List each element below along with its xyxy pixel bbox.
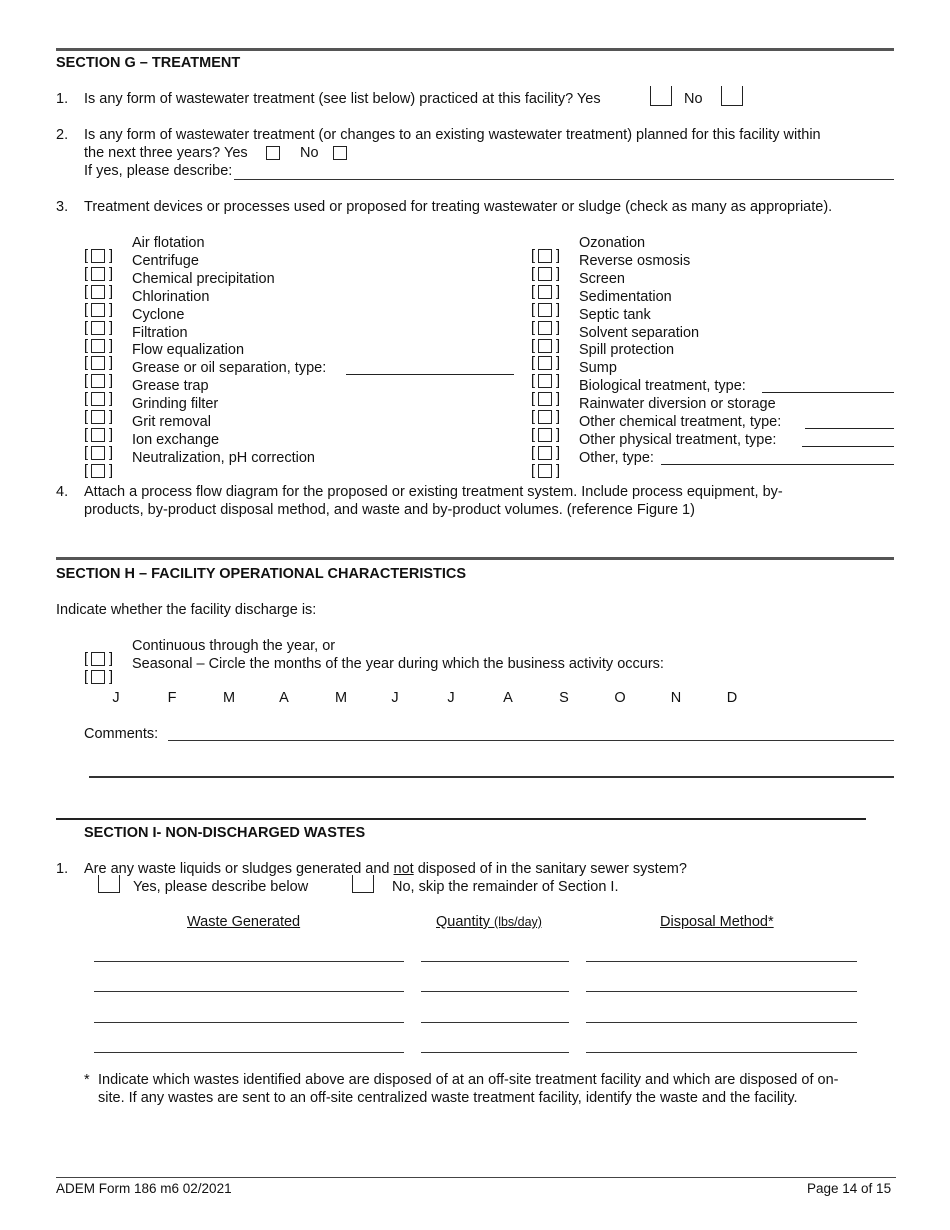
bracket-open: [ xyxy=(531,462,536,479)
treatment-right-type-input[interactable] xyxy=(802,446,894,447)
treatment-left-item[interactable] xyxy=(84,449,315,479)
quantity-input[interactable] xyxy=(421,961,569,962)
bracket-close: ] xyxy=(109,355,114,372)
bracket-close: ] xyxy=(109,409,114,426)
bracket-open: [ xyxy=(84,462,89,479)
treatment-left-label: Neutralization, pH correction xyxy=(132,449,315,466)
bracket-close: ] xyxy=(109,462,114,479)
bracket-open: [ xyxy=(84,319,89,336)
section-h-intro: Indicate whether the facility discharge is: xyxy=(56,602,317,618)
bracket-close: ] xyxy=(556,283,561,300)
treatment-right-label: Sedimentation xyxy=(579,288,672,305)
treatment-right-type-input[interactable] xyxy=(805,428,894,429)
month-option[interactable]: F xyxy=(167,690,177,706)
treatment-left-label: Grease trap xyxy=(132,378,209,395)
i-yes-label: Yes, please describe below xyxy=(133,879,309,895)
bracket-open: [ xyxy=(84,391,89,408)
q2-describe-label: If yes, please describe: xyxy=(84,163,233,179)
bracket-close: ] xyxy=(109,337,114,354)
quantity-input[interactable] xyxy=(421,991,569,992)
section-g-title: SECTION G – TREATMENT xyxy=(56,55,241,71)
bracket-close: ] xyxy=(556,462,561,479)
treatment-left-label: Grit removal xyxy=(132,414,211,430)
bracket-open: [ xyxy=(531,301,536,318)
bracket-open: [ xyxy=(84,651,89,667)
treatment-right-label: Sump xyxy=(579,360,617,377)
q4-line1: Attach a process flow diagram for the proposed or existing treatment system. Include process equipment, by- xyxy=(84,484,783,500)
continuous-option[interactable] xyxy=(84,637,336,667)
month-option[interactable]: N xyxy=(670,690,682,706)
bracket-close: ] xyxy=(556,355,561,372)
bracket-close: ] xyxy=(556,337,561,354)
treatment-left-label: Flow equalization xyxy=(132,342,245,359)
disposal-method-input[interactable] xyxy=(586,961,857,962)
bracket-close: ] xyxy=(556,444,561,461)
treatment-right-label: Solvent separation xyxy=(579,324,700,341)
bracket-close: ] xyxy=(109,427,114,443)
q2-no-label: No xyxy=(300,145,319,161)
footnote-star: * xyxy=(84,1072,90,1088)
col-quantity xyxy=(436,914,542,930)
bracket-close: ] xyxy=(109,444,114,461)
q4-line2: products, by-product disposal method, and waste and by-product volumes. (reference Figure 1) xyxy=(84,502,695,518)
q1-number: 1. xyxy=(56,91,69,107)
month-option[interactable]: M xyxy=(334,690,348,706)
treatment-left-label: Cyclone xyxy=(132,306,185,323)
bracket-open: [ xyxy=(84,409,89,426)
seasonal-option[interactable] xyxy=(84,655,664,685)
treatment-left-type-input[interactable] xyxy=(346,374,514,375)
bracket-close: ] xyxy=(556,265,561,282)
treatment-left-label: Air flotation xyxy=(132,235,205,251)
bracket-open: [ xyxy=(84,283,89,300)
q1-yes-checkbox[interactable] xyxy=(650,86,672,106)
treatment-right-label: Reverse osmosis xyxy=(579,252,691,269)
q1-no-checkbox[interactable] xyxy=(721,86,743,106)
bracket-close: ] xyxy=(109,391,114,408)
treatment-left-checkbox[interactable] xyxy=(91,464,105,478)
bracket-close: ] xyxy=(556,391,561,408)
bracket-open: [ xyxy=(531,265,536,282)
treatment-left-label: Centrifuge xyxy=(132,252,199,269)
bracket-close: ] xyxy=(109,248,114,264)
treatment-right-type-input[interactable] xyxy=(661,464,894,465)
waste-generated-input[interactable] xyxy=(94,991,404,992)
col-waste-generated: Waste Generated xyxy=(187,914,301,930)
bracket-open: [ xyxy=(84,373,89,390)
q1-text: Is any form of wastewater treatment (see list below) practiced at this facility? Yes xyxy=(84,91,601,107)
month-option[interactable]: M xyxy=(222,690,236,706)
bracket-close: ] xyxy=(109,669,114,685)
bracket-open: [ xyxy=(84,301,89,318)
bracket-open: [ xyxy=(84,337,89,354)
comments-input-line-1[interactable] xyxy=(168,740,894,741)
bracket-open: [ xyxy=(84,265,89,282)
disposal-method-input[interactable] xyxy=(586,991,857,992)
treatment-right-label: Rainwater diversion or storage xyxy=(579,396,776,413)
treatment-left-item[interactable] xyxy=(84,341,245,372)
month-option[interactable]: A xyxy=(503,690,513,706)
bracket-close: ] xyxy=(109,651,114,667)
disposal-method-input[interactable] xyxy=(586,1022,857,1023)
bracket-open: [ xyxy=(531,427,536,443)
q2-number: 2. xyxy=(56,127,69,143)
i-yes-checkbox[interactable] xyxy=(98,875,120,893)
bracket-close: ] xyxy=(556,409,561,426)
bracket-open: [ xyxy=(531,355,536,372)
month-option[interactable]: J xyxy=(112,690,120,706)
treatment-left-label: Filtration xyxy=(132,324,188,341)
bracket-close: ] xyxy=(556,301,561,318)
footer-form-id: ADEM Form 186 m6 02/2021 xyxy=(56,1181,232,1196)
section-g-rule xyxy=(56,48,894,51)
i-no-checkbox[interactable] xyxy=(352,875,374,893)
i-q1-text-b: disposed of in the sanitary sewer system? xyxy=(417,861,687,877)
footnote-line2: site. If any wastes are sent to an off-site centralized waste treatment facility, identify the waste and the facility. xyxy=(98,1090,798,1106)
treatment-right-label: Screen xyxy=(579,270,625,287)
footnote-line1: Indicate which wastes identified above are disposed of at an off-site treatment facility and which are disposed of on- xyxy=(98,1072,839,1088)
bracket-close: ] xyxy=(109,265,114,282)
bracket-open: [ xyxy=(84,669,89,685)
bracket-open: [ xyxy=(84,248,89,264)
bracket-close: ] xyxy=(109,319,114,336)
bracket-close: ] xyxy=(556,373,561,390)
bracket-close: ] xyxy=(556,248,561,264)
section-i-rule xyxy=(56,818,866,820)
waste-generated-input[interactable] xyxy=(94,1022,404,1023)
col-disposal-method: Disposal Method* xyxy=(660,914,774,930)
month-option[interactable]: D xyxy=(726,690,738,706)
q2-yes-checkbox[interactable] xyxy=(266,146,280,160)
treatment-right-item[interactable] xyxy=(531,270,625,300)
section-i-title: SECTION I- NON-DISCHARGED WASTES xyxy=(84,825,366,841)
bracket-open: [ xyxy=(531,283,536,300)
bracket-open: [ xyxy=(531,319,536,336)
comments-label: Comments: xyxy=(84,726,159,742)
treatment-left-label: Grinding filter xyxy=(132,396,219,413)
treatment-right-type-input[interactable] xyxy=(762,392,894,393)
treatment-left-label: Ion exchange xyxy=(132,431,220,448)
q2-line1: Is any form of wastewater treatment (or changes to an existing wastewater treatment) planned for this facility within xyxy=(84,127,821,143)
bracket-open: [ xyxy=(531,337,536,354)
treatment-right-label: Ozonation xyxy=(579,235,646,251)
month-option[interactable]: J xyxy=(447,690,455,706)
quantity-input[interactable] xyxy=(421,1022,569,1023)
treatment-right-label: Septic tank xyxy=(579,306,651,323)
bracket-open: [ xyxy=(84,355,89,372)
bracket-open: [ xyxy=(531,248,536,264)
treatment-left-item[interactable] xyxy=(84,324,188,354)
q2-line2-yes: the next three years? Yes xyxy=(84,145,248,161)
i-q1-text xyxy=(84,861,687,877)
treatment-right-item[interactable] xyxy=(531,306,651,336)
bracket-open: [ xyxy=(84,427,89,443)
q3-number: 3. xyxy=(56,199,69,215)
i-q1-not: not xyxy=(393,861,414,877)
month-option[interactable]: S xyxy=(559,690,569,706)
treatment-right-label: Other chemical treatment, type: xyxy=(579,414,782,430)
seasonal-label: Seasonal – Circle the months of the year during which the business activity occurs: xyxy=(132,656,664,672)
col-quantity-unit: (lbs/day) xyxy=(494,915,542,929)
treatment-left-label: Grease or oil separation, type: xyxy=(132,360,327,377)
q4-number: 4. xyxy=(56,484,69,500)
bracket-close: ] xyxy=(109,301,114,318)
waste-generated-input[interactable] xyxy=(94,1052,404,1053)
month-option[interactable]: O xyxy=(614,690,626,706)
seasonal-checkbox[interactable] xyxy=(91,670,105,684)
bracket-open: [ xyxy=(531,409,536,426)
quantity-input[interactable] xyxy=(421,1052,569,1053)
bracket-close: ] xyxy=(109,283,114,300)
treatment-left-label: Chlorination xyxy=(132,288,210,305)
treatment-right-item[interactable] xyxy=(531,359,617,390)
treatment-right-label: Other, type: xyxy=(579,449,654,466)
q2-no-checkbox[interactable] xyxy=(333,146,347,160)
bracket-close: ] xyxy=(109,373,114,390)
treatment-right-label: Spill protection xyxy=(579,342,675,359)
i-q1-number: 1. xyxy=(56,861,69,877)
bracket-open: [ xyxy=(531,373,536,390)
col-quantity-label: Quantity xyxy=(436,914,490,930)
treatment-left-label: Chemical precipitation xyxy=(132,270,275,287)
treatment-left-item[interactable] xyxy=(84,252,199,282)
i-q1-text-a: Are any waste liquids or sludges generated and xyxy=(84,861,390,877)
q2-describe-input[interactable] xyxy=(234,179,894,180)
treatment-right-item[interactable] xyxy=(531,449,654,479)
treatment-right-checkbox[interactable] xyxy=(538,464,552,478)
section-h-title: SECTION H – FACILITY OPERATIONAL CHARACTERISTICS xyxy=(56,566,467,582)
q1-no-label: No xyxy=(684,91,703,107)
treatment-right-item[interactable] xyxy=(531,234,646,264)
bracket-close: ] xyxy=(556,319,561,336)
treatment-left-item[interactable] xyxy=(84,431,220,461)
treatment-right-label: Other physical treatment, type: xyxy=(579,431,777,448)
bracket-open: [ xyxy=(531,391,536,408)
q3-text: Treatment devices or processes used or proposed for treating wastewater or sludge (check as many as appropriate). xyxy=(84,199,833,215)
footer-page-number: Page 14 of 15 xyxy=(807,1181,892,1196)
continuous-label: Continuous through the year, or xyxy=(132,638,336,654)
section-h-rule xyxy=(56,557,894,560)
disposal-method-input[interactable] xyxy=(586,1052,857,1053)
treatment-right-label: Biological treatment, type: xyxy=(579,378,746,395)
footer-rule xyxy=(56,1177,896,1178)
bracket-open: [ xyxy=(84,444,89,461)
waste-generated-input[interactable] xyxy=(94,961,404,962)
month-option[interactable]: A xyxy=(279,690,289,706)
month-option[interactable]: J xyxy=(391,690,399,706)
comments-input-line-2[interactable] xyxy=(89,776,894,778)
i-no-label: No, skip the remainder of Section I. xyxy=(392,879,619,895)
bracket-open: [ xyxy=(531,444,536,461)
bracket-close: ] xyxy=(556,427,561,443)
